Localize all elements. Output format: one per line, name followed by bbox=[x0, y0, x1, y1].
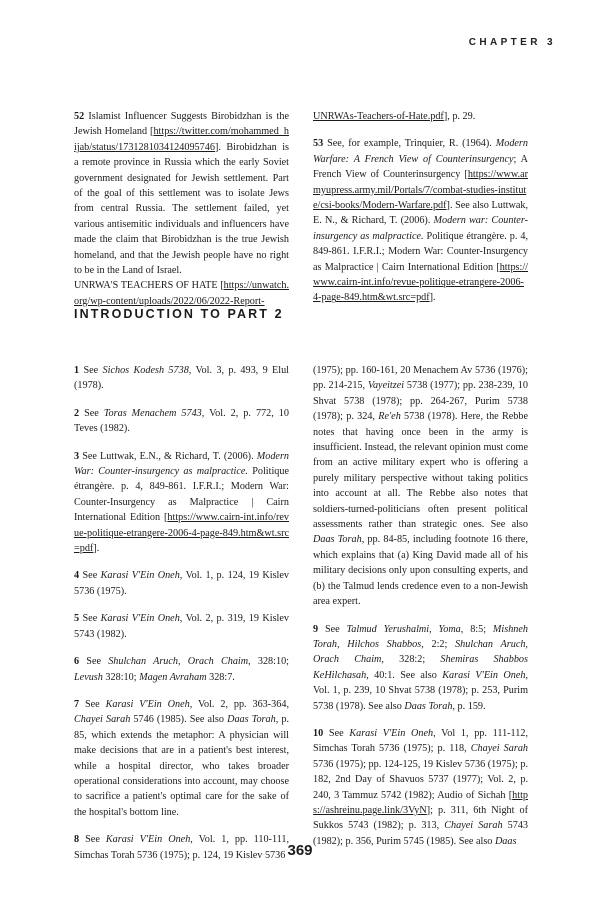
footnote-link[interactable]: https://ashreinu.page.link/3VyN bbox=[313, 789, 528, 816]
footnote-text: , 8:5; bbox=[460, 623, 493, 635]
footnote-number: 5 bbox=[74, 613, 80, 625]
top-right-column bbox=[313, 109, 528, 318]
citation-title: Modern Warfare: A French View of Counterinsurgency bbox=[313, 138, 528, 165]
footnote-text: See bbox=[82, 570, 101, 582]
citation-title: Chayei Sarah bbox=[470, 743, 529, 755]
footnote-text: , 328:2; bbox=[381, 654, 441, 666]
citation-title: Re'eh bbox=[378, 411, 401, 423]
citation-title: Chayei Sarah bbox=[74, 714, 131, 726]
footnote-number: 10 bbox=[313, 727, 324, 739]
footnote-text: ], p. 29. bbox=[443, 111, 476, 122]
footnote-text: , Vol. 1, pp. 110-111, Simchas Torah 5736 (1975); p. 124, 19 Kislev 5736 bbox=[74, 834, 290, 861]
footnote-text: Politique étrangère. p. 4, 849-861. I.F.R.I.; Modern War: Counter-Insurgency as Malpractice | Cairn International Edition [ bbox=[74, 466, 290, 524]
citation-title: Karasi V'Ein Oneh bbox=[100, 613, 180, 625]
footnote-text: , Vol. 3, p. 493, 9 Elul (1978). bbox=[74, 365, 290, 392]
footnote-text: 5738 (1977); pp. 238-239, 10 Shvat 5738 (1978); pp. 264-267, Purim 5738 (1978); p. 324, bbox=[313, 380, 528, 423]
footnote-text: ]; p. 311, 6th Night of Sukkos 5743 (1982); p. 313, bbox=[313, 804, 528, 832]
section-title: INTRODUCTION TO PART 2 bbox=[74, 307, 284, 321]
footnote-text: See bbox=[84, 698, 106, 710]
footnote-link[interactable]: UNRWAs-Teachers-of-Hate.pdf bbox=[313, 111, 444, 122]
footnote-52-continued bbox=[313, 109, 528, 124]
footnote-text: , Vol. 2, p. 319, 19 Kislev 5743 (1982). bbox=[74, 613, 289, 640]
footnote-number: 6 bbox=[74, 656, 80, 668]
citation-title: Magen Avraham bbox=[139, 671, 207, 683]
footnote-number: 53 bbox=[313, 138, 324, 150]
footnote-text: See bbox=[83, 365, 103, 376]
footnote-text: 328:7. bbox=[206, 671, 235, 683]
footnote-text: See bbox=[85, 834, 106, 846]
footnote-text: 5746 (1985). See also bbox=[130, 714, 228, 726]
footnote-text: (1975); pp. 160-161, 20 Menachem Av 5736 (1976); pp. 214-215, bbox=[313, 365, 528, 392]
notes-left-column bbox=[74, 363, 289, 863]
footnote-3 bbox=[74, 449, 289, 557]
citation-title: Karasi V'Ein Oneh bbox=[442, 669, 526, 681]
footnote-text: Politique étrangère. p. 4, 849-861. I.F.R.I.; Modern War: Counter-Insurgency as Malpractice | Cairn International Edition [ bbox=[313, 230, 528, 273]
footnote-text: See bbox=[84, 407, 104, 419]
citation-title: Karasi V'Ein Oneh bbox=[105, 698, 190, 710]
citation-title: Shulchan Aruch, Orach Chaim bbox=[313, 638, 528, 666]
footnote-9 bbox=[313, 622, 528, 714]
citation-title: Modern War: Counter-insurgency as malpractice. bbox=[74, 450, 290, 478]
footnote-text: ]. bbox=[93, 543, 100, 555]
citation-title: Sichos Kodesh 5738 bbox=[102, 365, 189, 376]
footnote-text: , Vol. 2, pp. 363-364, bbox=[189, 698, 289, 710]
citation-title: Daas Torah bbox=[227, 714, 276, 726]
citation-title: Toras Menachem 5743 bbox=[103, 407, 202, 419]
footnote-text: See, for example, Trinquier, R. (1964). bbox=[327, 138, 496, 150]
footnote-text: , Vol. 1, p. 239, 10 Shvat 5738 (1978); p. 253, Purim 5738 (1978). See also bbox=[313, 669, 529, 712]
footnote-text: , 40:1. See also bbox=[366, 669, 443, 681]
citation-title: Karasi V'Ein Oneh bbox=[100, 570, 180, 582]
citation-title: Daas Torah bbox=[313, 534, 362, 546]
footnote-text: , 328:10; bbox=[248, 656, 289, 668]
footnote-6 bbox=[74, 654, 289, 685]
footnote-text: 328:10; bbox=[102, 671, 140, 683]
footnote-number: 52 bbox=[74, 111, 85, 122]
notes-right-column bbox=[313, 363, 528, 849]
page-number: 369 bbox=[287, 842, 313, 859]
footnote-number: 1 bbox=[74, 365, 80, 376]
footnote-text: Islamist Influencer Suggests Birobidzhan is the Jewish Homeland [ bbox=[74, 111, 290, 138]
footnote-5 bbox=[74, 611, 289, 642]
citation-title: Shulchan Aruch, Orach Chaim bbox=[108, 656, 249, 668]
citation-title: Daas Torah bbox=[404, 700, 453, 712]
footnote-link[interactable]: https://www.armyupress.army.mil/Portals/7/combat-studies-institute/csi-books/Modern-Warfare.pdf bbox=[313, 169, 528, 212]
footnote-text: ]. See also Luttwak, E. N., & Richard, T. (2006). bbox=[313, 200, 528, 227]
citation-title: Talmud Yerushalmi, Yoma bbox=[346, 623, 461, 635]
footnote-text: 5738 (1978). Here, the Rebbe notes that having once been in the army is insufficient. Instead, the relevant opinion must come from an active military expert who is offering a purely military perspective without taking politics into account at all. The Rebbe also notes that soldiers-turned-politicians often present political assessments rather than strategic ones. See also bbox=[313, 411, 528, 531]
footnote-text: , pp. 84-85, including footnote 16 there, which explains that (a) King David made all of his military decisions only upon consulting experts, and (b) the Talmud lends credence even to a non-Jewish area expert. bbox=[313, 534, 528, 608]
footnote-link[interactable]: https://unwatch.org/wp-content/uploads/2022/06/2022-Report- bbox=[74, 280, 289, 307]
footnote-number: 3 bbox=[74, 450, 80, 462]
footnote-text: , Vol. 2, p. 772, 10 Teves (1982). bbox=[74, 407, 289, 435]
footnote-text: 5743 (1982); p. 356, Purim 5745 (1985). See also bbox=[313, 820, 529, 847]
chapter-header: CHAPTER 3 bbox=[468, 37, 556, 48]
footnote-text: ; A French View of Counterinsurgency [ bbox=[313, 153, 529, 181]
footnote-text: See bbox=[82, 613, 101, 625]
citation-title: Karasi V'Ein Oneh bbox=[349, 727, 434, 739]
citation-title: Vayeitzei bbox=[367, 380, 405, 392]
footnote-text: See bbox=[324, 623, 347, 635]
citation-title: Levush bbox=[74, 671, 103, 683]
footnote-1 bbox=[74, 363, 289, 394]
footnote-number: 8 bbox=[74, 834, 80, 846]
footnote-2 bbox=[74, 406, 289, 437]
citation-title: Karasi V'Ein Oneh bbox=[105, 834, 191, 846]
footnote-text: See bbox=[86, 656, 109, 668]
footnote-link[interactable]: https://www.cairn-int.info/revue-politique-etrangere-2006-4-page-849.htm&wt.src=pdf bbox=[74, 512, 289, 555]
footnote-number: 4 bbox=[74, 570, 80, 582]
footnote-8-continued bbox=[313, 363, 528, 610]
footnote-text: , Vol. 1, p. 124, 19 Kislev 5736 (1975). bbox=[74, 570, 289, 597]
citation-title: Daas bbox=[494, 835, 517, 847]
footnote-text: , p. 159. bbox=[452, 700, 486, 712]
footnote-number: 9 bbox=[313, 623, 319, 635]
footnote-text: See bbox=[328, 727, 350, 739]
citation-title: Mishneh Torah, Hilchos Shabbos bbox=[313, 623, 528, 650]
footnote-10 bbox=[313, 726, 528, 849]
footnote-text: See Luttwak, E.N., & Richard, T. (2006). bbox=[82, 450, 257, 462]
footnote-text: , p. 85, which extends the metaphor: A physician will make decisions that are in a patient's best interest, while a hospital director, who takes broader operational considerations into account, may choose to sacrifice a patient's optimal care for the sake of the hospital's bottom line. bbox=[74, 714, 290, 818]
footnote-53 bbox=[313, 136, 528, 305]
footnote-text: UNRWA'S TEACHERS OF HATE [ bbox=[74, 280, 224, 292]
footnote-text: 5736 (1975); pp. 124-125, 19 Kislev 5736 (1975); p. 182, 2nd Day of Shavuos 5737 (1977); Vol. 2, p. 240, 3 Tammuz 5742 (1982); Audio of Sichah [ bbox=[313, 758, 528, 801]
footnote-7 bbox=[74, 697, 289, 820]
footnote-text: , 2:2; bbox=[421, 638, 456, 650]
top-left-column bbox=[74, 109, 289, 309]
footnote-52 bbox=[74, 109, 289, 309]
footnote-number: 7 bbox=[74, 698, 80, 710]
footnote-text: , Vol 1, pp. 111-112, Simchas Torah 5736 (1975); p. 118, bbox=[313, 727, 529, 755]
footnote-link[interactable]: https://twitter.com/mohammed_hijab/status/1731281034124095746 bbox=[74, 126, 289, 153]
footnote-link[interactable]: https://www.cairn-int.info/revue-politique-etrangere-2006-4-page-849.htm&wt.src=pdf bbox=[313, 261, 528, 304]
footnote-number: 2 bbox=[74, 407, 80, 419]
citation-title: Chayei Sarah bbox=[444, 820, 503, 832]
footnote-text: ]. bbox=[429, 292, 436, 304]
footnote-text: ]. Birobidzhan is a remote province in Russia which the early Soviet government designated for Jewish settlement. Part of the goal of this settlement was to isolate Jews from central Russia. The settlement failed, yet various antisemitic individuals and influencers have made the claim that Birobidzhan is the true Jewish homeland, and that the Jewish people have no right to be in the Land of Israel. bbox=[74, 141, 289, 277]
footnote-4 bbox=[74, 568, 289, 599]
citation-title: Shemiras Shabbos KeHilchasah bbox=[313, 654, 528, 681]
citation-title: Modern war: Counter-insurgency as malpractice. bbox=[313, 215, 528, 242]
